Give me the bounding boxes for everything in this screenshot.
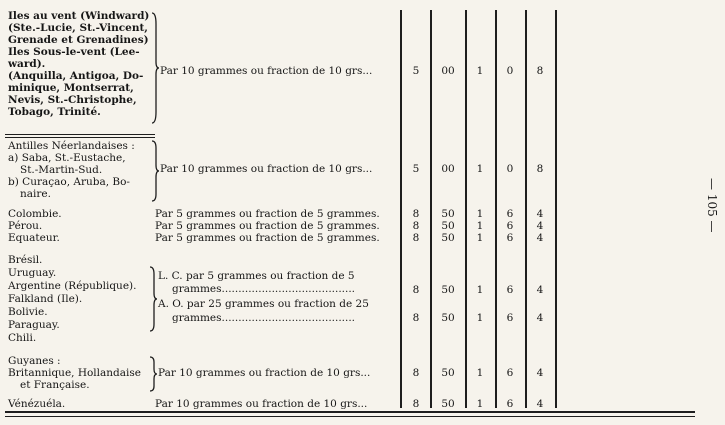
rate-text-ao: A. O. par 25 grammes ou fraction de 25 — [158, 298, 369, 310]
value-cell: 1 — [476, 220, 484, 232]
value-cell: 1 — [476, 367, 484, 379]
value-cell: 8 — [412, 220, 420, 232]
value-cell: 4 — [536, 208, 544, 220]
rate-text-ao: grammes........................................ — [172, 312, 356, 324]
value-cell: 8 — [412, 284, 420, 296]
rate-text: Par 5 grammes ou fraction de 5 grammes. — [155, 220, 380, 232]
value-cell: 1 — [476, 65, 484, 77]
country-line: Colombie. — [8, 208, 62, 220]
value-cell: 50 — [441, 208, 455, 220]
column-rule — [555, 10, 557, 408]
value-cell: 8 — [536, 163, 544, 175]
country-line: (Anquilla, Antigoa, Do- — [8, 70, 144, 82]
brace-icon — [148, 266, 158, 332]
rate-text: Par 10 grammes ou fraction de 10 grs... — [160, 163, 373, 175]
value-cell: 4 — [536, 220, 544, 232]
country-line: Vénézuéla. — [8, 398, 66, 410]
value-cell: 8 — [536, 65, 544, 77]
country-line: Paraguay. — [8, 319, 60, 331]
country-line: Iles Sous-le-vent (Lee- — [8, 46, 140, 58]
value-cell: 00 — [441, 65, 455, 77]
value-cell: 6 — [506, 220, 514, 232]
value-cell: 8 — [412, 367, 420, 379]
value-cell: 50 — [441, 232, 455, 244]
country-line: Falkland (Ile). — [8, 293, 83, 305]
value-cell: 5 — [412, 163, 420, 175]
rate-text: Par 10 grammes ou fraction de 10 grs... — [158, 367, 371, 379]
value-cell: 4 — [536, 284, 544, 296]
value-cell: 8 — [412, 398, 420, 410]
value-cell: 6 — [506, 284, 514, 296]
value-cell: 50 — [441, 398, 455, 410]
value-cell: 4 — [536, 312, 544, 324]
country-line: (Ste.-Lucie, St.-Vincent, — [8, 22, 148, 34]
country-line: Chili. — [8, 332, 37, 344]
country-line: Guyanes : — [8, 355, 61, 367]
group-separator — [5, 134, 155, 135]
value-cell: 4 — [536, 367, 544, 379]
page-number: — 105 — — [705, 178, 719, 233]
value-cell: 50 — [441, 367, 455, 379]
country-line: Nevis, St.-Christophe, — [8, 94, 137, 106]
country-line: a) Saba, St.-Eustache, — [8, 152, 126, 164]
country-line: Equateur. — [8, 232, 60, 244]
country-line: minique, Montserrat, — [8, 82, 134, 94]
country-line: Brésil. — [8, 254, 43, 266]
country-line: Argentine (République). — [8, 280, 137, 292]
country-line: ward). — [8, 58, 46, 70]
value-cell: 6 — [506, 208, 514, 220]
rate-text: Par 5 grammes ou fraction de 5 grammes. — [155, 208, 380, 220]
country-line: Uruguay. — [8, 267, 57, 279]
value-cell: 4 — [536, 232, 544, 244]
value-cell: 1 — [476, 163, 484, 175]
value-cell: 00 — [441, 163, 455, 175]
country-line: naire. — [20, 188, 51, 200]
bottom-rule — [5, 411, 695, 413]
value-cell: 50 — [441, 220, 455, 232]
value-cell: 6 — [506, 367, 514, 379]
value-cell: 1 — [476, 208, 484, 220]
rate-text: Par 10 grammes ou fraction de 10 grs... — [160, 65, 373, 77]
value-cell: 0 — [506, 65, 514, 77]
brace-icon — [150, 140, 160, 202]
bottom-rule — [5, 416, 695, 417]
value-cell: 8 — [412, 232, 420, 244]
country-line: Tobago, Trinité. — [8, 106, 101, 118]
value-cell: 0 — [506, 163, 514, 175]
country-line: Grenade et Grenadines) — [8, 34, 149, 46]
rate-text-lc: grammes........................................ — [172, 283, 356, 295]
value-cell: 50 — [441, 284, 455, 296]
value-cell: 6 — [506, 232, 514, 244]
group-separator — [5, 137, 155, 138]
value-cell: 1 — [476, 232, 484, 244]
value-cell: 1 — [476, 284, 484, 296]
country-line: b) Curaçao, Aruba, Bo- — [8, 176, 130, 188]
country-line: et Française. — [20, 379, 90, 391]
value-cell: 4 — [536, 398, 544, 410]
country-line: Iles au vent (Windward) — [8, 10, 150, 22]
rate-text: Par 5 grammes ou fraction de 5 grammes. — [155, 232, 380, 244]
value-cell: 5 — [412, 65, 420, 77]
country-line: St.-Martin-Sud. — [20, 164, 103, 176]
value-cell: 8 — [412, 208, 420, 220]
value-cell: 8 — [412, 312, 420, 324]
value-cell: 1 — [476, 398, 484, 410]
rate-text: Par 10 grammes ou fraction de 10 grs... — [155, 398, 368, 410]
country-line: Pérou. — [8, 220, 43, 232]
value-cell: 50 — [441, 312, 455, 324]
country-line: Antilles Néerlandaises : — [8, 140, 135, 152]
brace-icon — [148, 356, 158, 392]
country-line: Bolivie. — [8, 306, 48, 318]
value-cell: 1 — [476, 312, 484, 324]
brace-icon — [150, 12, 160, 124]
value-cell: 6 — [506, 398, 514, 410]
value-cell: 6 — [506, 312, 514, 324]
rate-text-lc: L. C. par 5 grammes ou fraction de 5 — [158, 270, 355, 282]
country-line: Britannique, Hollandaise — [8, 367, 141, 379]
